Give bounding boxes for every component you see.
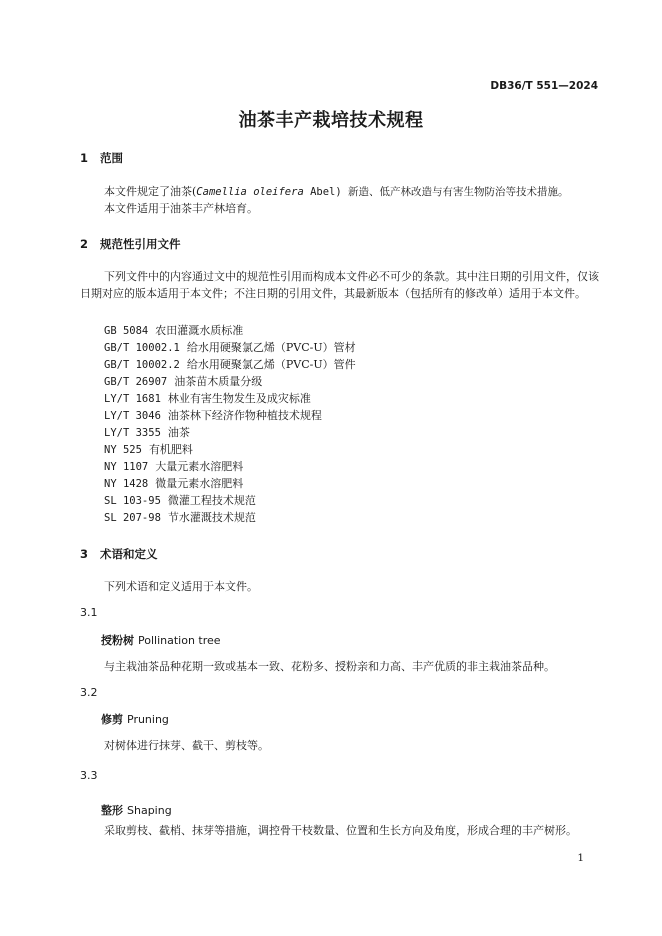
section-heading-1: [80, 150, 123, 166]
reference-code: NY 525: [104, 444, 142, 456]
term-definition: 采取剪枝、截梢、抹芽等措施，调控骨干枝数量、位置和生长方向及角度，形成合理的丰产树形。: [104, 824, 577, 837]
scope-paragraph-2: 本文件适用于油茶丰产林培育。: [104, 202, 258, 215]
references-intro: 下列文件中的内容通过文中的规范性引用而构成本文件必不可少的条款。其中注日期的引用文件，仅该日期对应的版本适用于本文件；不注日期的引用文件，其最新版本（包括所有的修改单）适用于本文件。: [80, 270, 599, 300]
reference-name: 农田灌溉水质标准: [155, 324, 244, 337]
section-heading-2: [80, 236, 181, 252]
reference-code: LY/T 3355: [104, 427, 161, 439]
section-title: 术语和定义: [100, 547, 158, 561]
reference-item: [104, 390, 311, 406]
reference-name: 节水灌溉技术规范: [167, 511, 256, 524]
reference-item: [104, 492, 256, 508]
scope-paragraph-1: [104, 183, 569, 201]
term-definition: 对树体进行抹芽、截干、剪枝等。: [104, 739, 269, 752]
reference-code: GB/T 10002.1: [104, 342, 180, 354]
section-title: 规范性引用文件: [100, 237, 181, 251]
reference-item: [104, 373, 262, 389]
reference-code: GB 5084: [104, 325, 149, 337]
reference-code: NY 1107: [104, 461, 149, 473]
reference-code: LY/T 1681: [104, 393, 161, 405]
reference-item: [104, 441, 193, 457]
term-zh: 修剪: [101, 713, 123, 726]
term-number: 3.2: [80, 686, 98, 699]
reference-name: 给水用硬聚氯乙烯（PVC-U）管材: [186, 341, 356, 354]
reference-name: 微量元素水溶肥料: [155, 477, 244, 490]
term-number: 3.1: [80, 606, 98, 619]
term-number: 3.3: [80, 769, 98, 782]
reference-name: 有机肥料: [148, 443, 193, 456]
reference-item: [104, 475, 243, 491]
reference-item: [104, 407, 322, 423]
terms-intro: 下列术语和定义适用于本文件。: [104, 580, 258, 593]
reference-code: SL 103-95: [104, 495, 161, 507]
term-zh: 整形: [101, 804, 123, 817]
reference-code: GB/T 10002.2: [104, 359, 180, 371]
reference-item: [104, 322, 243, 338]
reference-item: [104, 509, 256, 525]
scope-text-b: Abel) 新造、低产林改造与有害生物防治等技术措施。: [303, 186, 569, 198]
section-number: 2: [80, 237, 89, 251]
reference-code: LY/T 3046: [104, 410, 161, 422]
reference-item: [104, 339, 356, 355]
reference-code: GB/T 26907: [104, 376, 168, 388]
term-definition: 与主栽油茶品种花期一致或基本一致、花粉多、授粉亲和力高、丰产优质的非主栽油茶品种。: [104, 660, 555, 673]
latin-species-name: Camellia oleifera: [196, 186, 304, 198]
reference-name: 油茶苗木质量分级: [174, 375, 263, 388]
term-en: Pruning: [127, 713, 169, 726]
section-number: 3: [80, 547, 89, 561]
term-heading: [101, 632, 221, 648]
reference-name: 大量元素水溶肥料: [155, 460, 244, 473]
reference-name: 林业有害生物发生及成灾标准: [167, 392, 311, 405]
term-heading: [101, 802, 172, 818]
page-number: 1: [577, 852, 584, 864]
document-code: DB36/T 551—2024: [490, 80, 598, 92]
term-en: Pollination tree: [138, 634, 221, 647]
section-heading-3: [80, 546, 158, 562]
reference-code: NY 1428: [104, 478, 149, 490]
document-title: 油茶丰产栽培技术规程: [238, 110, 424, 131]
term-en: Shaping: [127, 804, 172, 817]
reference-name: 微灌工程技术规范: [167, 494, 256, 507]
reference-item: [104, 458, 243, 474]
section-title: 范围: [100, 151, 123, 165]
reference-name: 油茶: [167, 426, 190, 439]
section-number: 1: [80, 151, 89, 165]
reference-name: 给水用硬聚氯乙烯（PVC-U）管件: [186, 358, 356, 371]
reference-item: [104, 356, 356, 372]
reference-item: [104, 424, 190, 440]
reference-name: 油茶林下经济作物种植技术规程: [167, 409, 322, 422]
scope-text-a: 本文件规定了油茶(: [104, 185, 197, 198]
reference-code: SL 207-98: [104, 512, 161, 524]
term-zh: 授粉树: [101, 634, 134, 647]
term-heading: [101, 711, 169, 727]
